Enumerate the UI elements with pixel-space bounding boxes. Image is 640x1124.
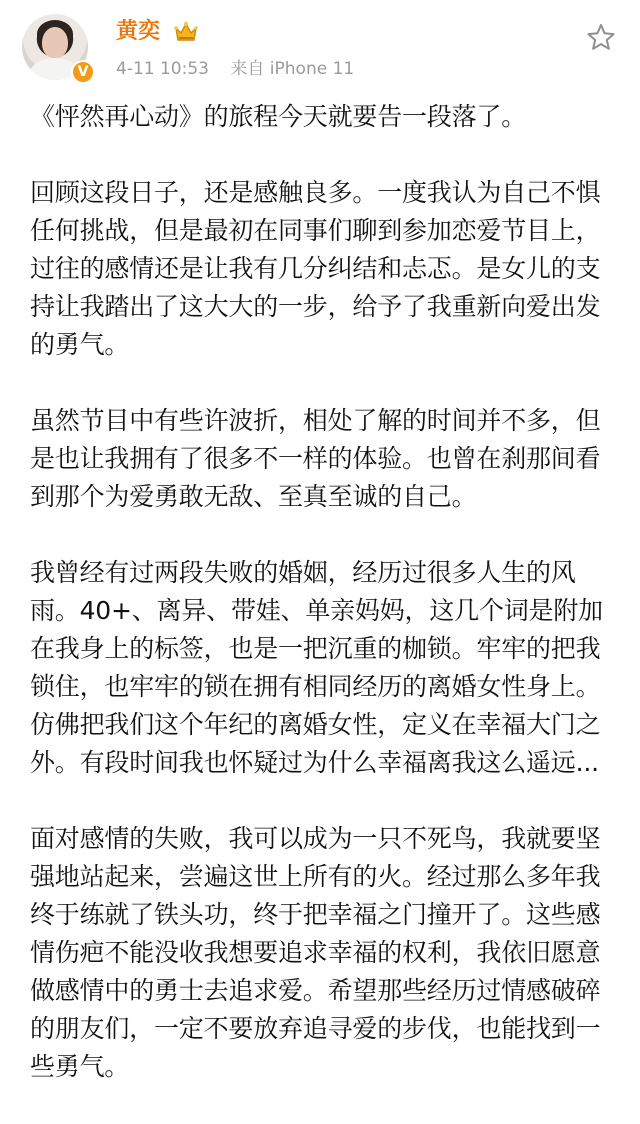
username[interactable]: 黄奕: [116, 19, 161, 44]
post-paragraph: 虽然节目中有些许波折，相处了解的时间并不多，但是也让我拥有了很多不一样的体验。也曾在刹那间看到那个为爱勇敢无敌、至真至诚的自己。: [30, 406, 601, 511]
post-paragraph: 《怦然再心动》的旅程今天就要告一段落了。: [30, 102, 527, 131]
post-paragraph: 面对感情的失败，我可以成为一只不死鸟，我就要坚强地站起来，尝遍这世上所有的火。经过那么多年我终于练就了铁头功，终于把幸福之门撞开了。这些感情伤疤不能没收我想要追求幸福的权利，我依旧愿意做感情中的勇士去追求爱。希望那些经历过情感破碎的朋友们，一定不要放弃追寻爱的步伐，也能找到一些勇气。: [30, 824, 601, 1081]
vip-crown-icon: [173, 20, 199, 44]
source-label: 来自 iPhone 11: [230, 59, 355, 79]
post-content: [30, 98, 615, 1124]
star-icon[interactable]: [585, 22, 617, 54]
post-header: [0, 0, 640, 90]
timestamp: 4-11 10:53: [116, 59, 209, 79]
post-paragraph: 我曾经有过两段失败的婚姻，经历过很多人生的风雨。40+、离异、带娃、单亲妈妈，这几个词是附加在我身上的标签，也是一把沉重的枷锁。牢牢的把我锁住，也牢牢的锁在拥有相同经历的离婚女性身上。仿佛把我们这个年纪的离婚女性，定义在幸福大门之外。有段时间我也怀疑过为什么幸福离我这么遥远...: [30, 558, 603, 777]
verified-v-icon: V: [71, 60, 95, 84]
post-paragraph: 回顾这段日子，还是感触良多。一度我认为自己不惧任何挑战，但是最初在同事们聊到参加恋爱节目上，过往的感情还是让我有几分纠结和忐忑。是女儿的支持让我踏出了这大大的一步，给予了我重新向爱出发的勇气。: [30, 178, 601, 359]
avatar-face: [42, 27, 68, 58]
post-meta: [116, 57, 370, 81]
